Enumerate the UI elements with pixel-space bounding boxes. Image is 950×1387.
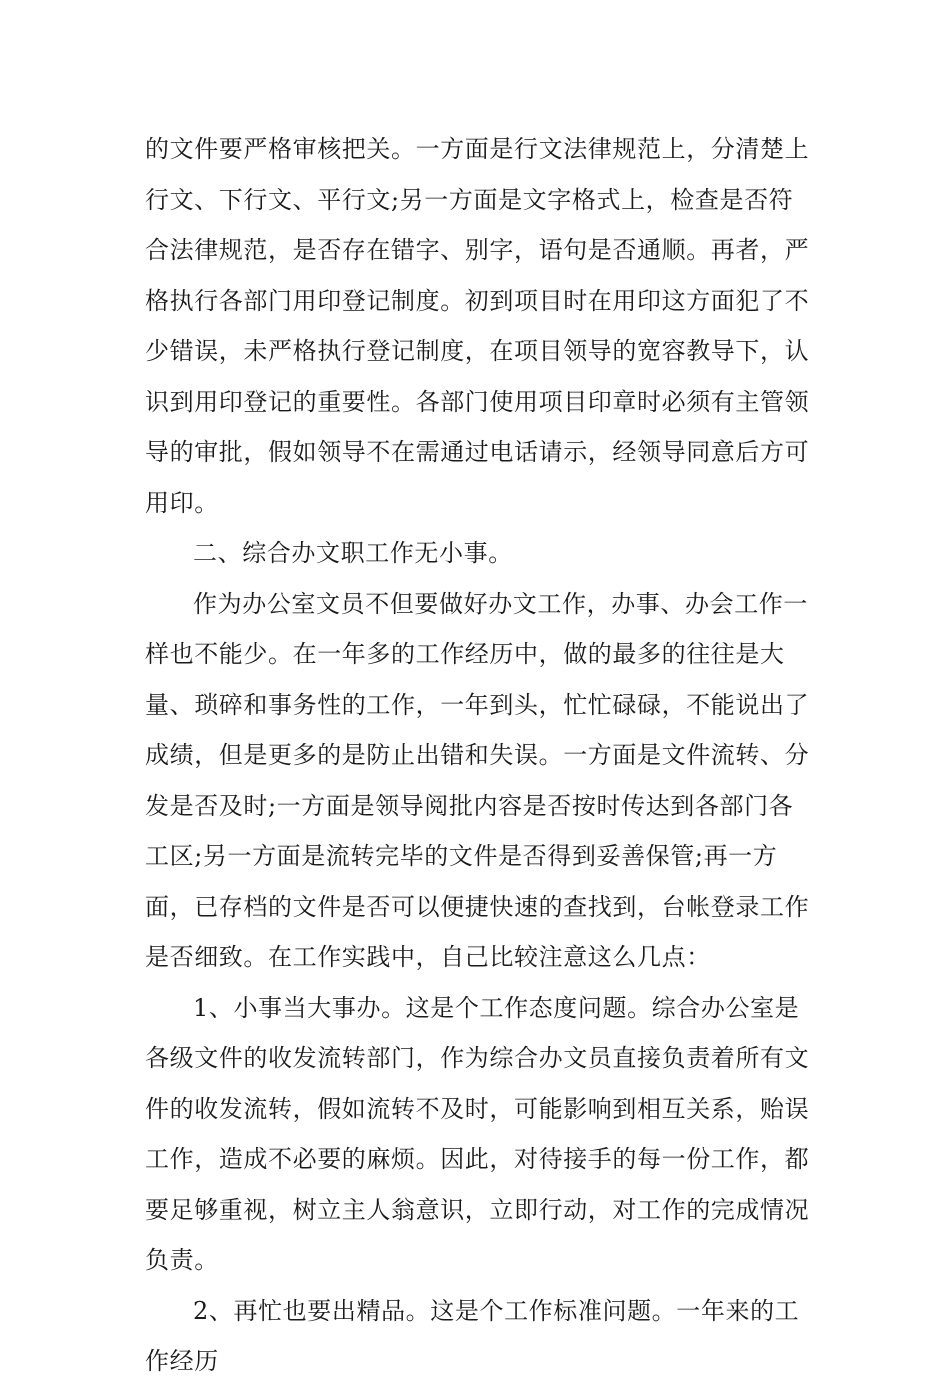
paragraph-heading-two: 二、综合办文职工作无小事。	[193, 539, 513, 567]
document-body	[145, 124, 810, 1387]
paragraph-point-one: 1、小事当大事办。这是个工作态度问题。综合办公室是各级文件的收发流转部门，作为综合办文员直接负责着所有文件的收发流转，假如流转不及时，可能影响到相互关系，贻误工作，造成不必要的麻烦。因此，对待接手的每一份工作，都要足够重视，树立主人翁意识，立即行动，对工作的完成情况负责。	[145, 993, 810, 1274]
paragraph-seal-review: 的文件要严格审核把关。一方面是行文法律规范上，分清楚上行文、下行文、平行文;另一方面是文字格式上，检查是否符合法律规范，是否存在错字、别字，语句是否通顺。再者，严格执行各部门用印登记制度。初到项目时在用印这方面犯了不少错误，未严格执行登记制度，在项目领导的宽容教导下，认识到用印登记的重要性。各部门使用项目印章时必须有主管领导的审批，假如领导不在需通过电话请示，经领导同意后方可用印。	[145, 135, 810, 517]
paragraph-office-work: 作为办公室文员不但要做好办文工作，办事、办会工作一样也不能少。在一年多的工作经历中，做的最多的往往是大量、琐碎和事务性的工作，一年到头，忙忙碌碌，不能说出了成绩，但是更多的是防止出错和失误。一方面是文件流转、分发是否及时;一方面是领导阅批内容是否按时传达到各部门各工区;另一方面是流转完毕的文件是否得到妥善保管;再一方面，已存档的文件是否可以便捷快速的查找到，台帐登录工作是否细致。在工作实践中，自己比较注意这么几点：	[145, 589, 810, 971]
paragraph-point-two: 2、再忙也要出精品。这是个工作标准问题。一年来的工作经历	[145, 1296, 800, 1375]
